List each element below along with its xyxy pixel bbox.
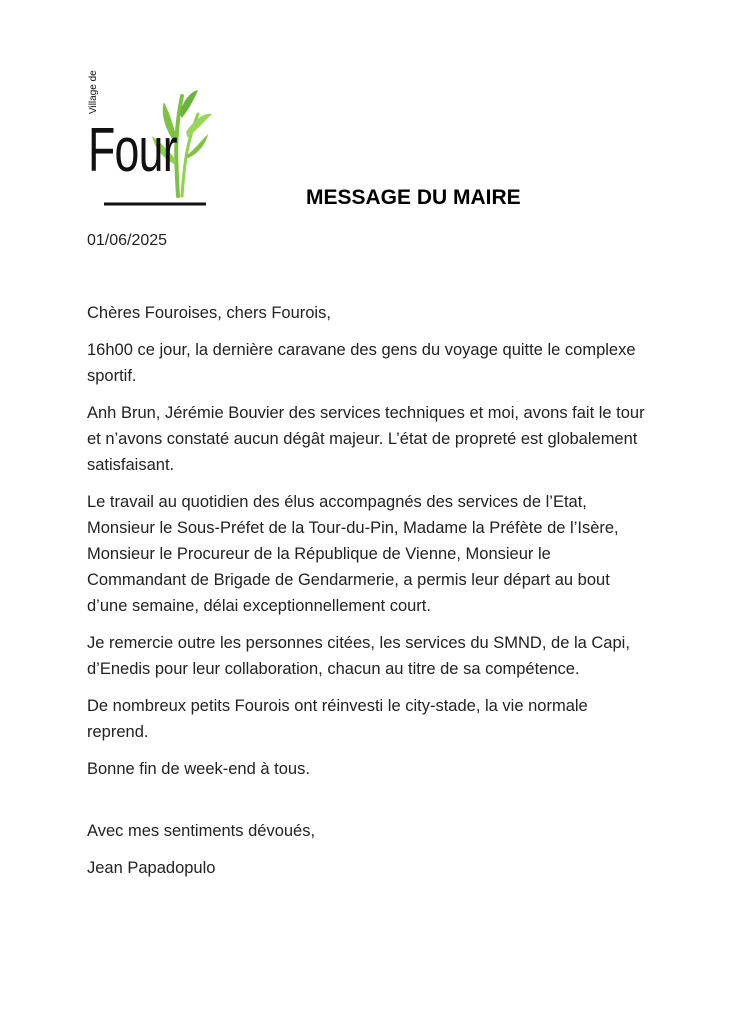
logo-big-text: Four bbox=[88, 116, 177, 185]
document-date: 01/06/2025 bbox=[87, 232, 168, 249]
signature: Jean Papadopulo bbox=[87, 859, 216, 877]
logo-small-text: Village de bbox=[88, 70, 99, 114]
paragraph: Anh Brun, Jérémie Bouvier des services techniques et moi, avons fait le tour et n’avons constaté aucun dégât majeur. L’état de propreté est globalement satisfaisant. bbox=[87, 404, 645, 474]
paragraph: Le travail au quotidien des élus accompagnés des services de l’Etat, Monsieur le Sous-Préfet de la Tour-du-Pin, Madame la Préfète de l’Isère, Monsieur le Procureur de la République de Vienne, Monsieur le Commandant de Brigade de Gendarmerie, a permis leur départ au bout d’une semaine, délai exceptionnellement court. bbox=[87, 493, 619, 615]
paragraph: Bonne fin de week-end à tous. bbox=[87, 760, 310, 778]
paragraph: 16h00 ce jour, la dernière caravane des gens du voyage quitte le complexe sportif. bbox=[87, 341, 636, 385]
paragraph: De nombreux petits Fourois ont réinvesti le city-stade, la vie normale reprend. bbox=[87, 697, 588, 741]
paragraph: Je remercie outre les personnes citées, les services du SMND, de la Capi, d’Enedis pour leur collaboration, chacun au titre de sa compétence. bbox=[87, 634, 630, 678]
letter-body bbox=[87, 300, 647, 892]
closing: Avec mes sentiments dévoués, bbox=[87, 822, 316, 840]
village-logo bbox=[86, 70, 216, 214]
page-title: MESSAGE DU MAIRE bbox=[306, 186, 521, 209]
greeting: Chères Fouroises, chers Fourois, bbox=[87, 304, 331, 322]
